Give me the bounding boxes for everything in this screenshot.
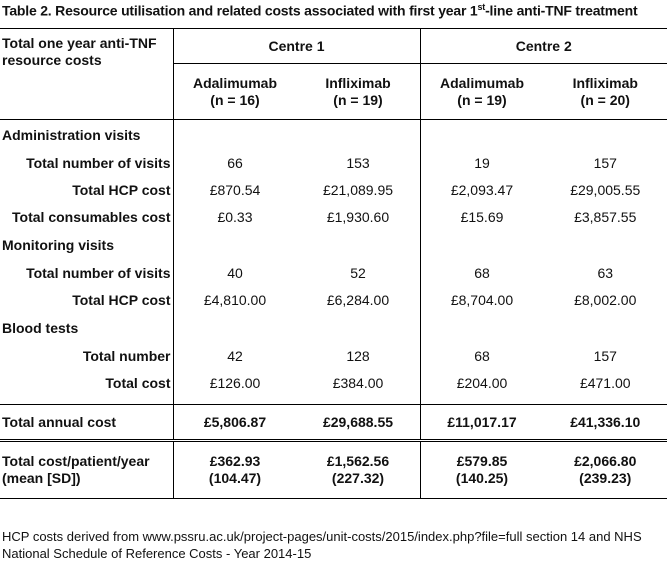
table-cell: £8,002.00 bbox=[574, 291, 637, 308]
table-cell: £204.00 bbox=[456, 374, 508, 391]
table-cell: £8,704.00 bbox=[450, 291, 514, 308]
empty-cell bbox=[544, 120, 667, 150]
spacer-cell bbox=[297, 396, 421, 405]
empty-cell bbox=[297, 230, 421, 259]
table-row bbox=[0, 176, 667, 203]
empty-cell bbox=[173, 313, 297, 342]
table-cell: £471.00 bbox=[579, 374, 631, 391]
table-row bbox=[0, 286, 667, 313]
empty-cell bbox=[420, 120, 544, 150]
section-title: Monitoring visits bbox=[0, 230, 173, 259]
table-cell: 40 bbox=[227, 264, 243, 281]
footnote: HCP costs derived from www.pssru.ac.uk/project-pages/unit-costs/2015/index.php?file=full section 14 and NHS National Schedule of Reference Costs - Year 2014-15 bbox=[2, 529, 642, 561]
row-label: Total HCP cost bbox=[0, 176, 173, 203]
section-title: Administration visits bbox=[0, 120, 173, 150]
table-cell: 63 bbox=[597, 264, 614, 281]
total-annual-row bbox=[0, 405, 667, 441]
empty-cell bbox=[297, 120, 421, 150]
corner-header: Total one year anti-TNF resource costs bbox=[0, 29, 173, 120]
total-annual-value: £29,688.55 bbox=[297, 405, 421, 441]
centre-1-header: Centre 1 bbox=[173, 29, 420, 64]
table-row bbox=[0, 369, 667, 396]
total-annual-value: £41,336.10 bbox=[544, 405, 667, 441]
empty-cell bbox=[420, 230, 544, 259]
table-cell: £384.00 bbox=[297, 369, 421, 396]
table-row bbox=[0, 203, 667, 230]
per-patient-value: £579.85 (140.25) bbox=[420, 441, 544, 499]
empty-cell bbox=[173, 120, 297, 150]
table-cell: £21,089.95 bbox=[297, 176, 421, 203]
per-patient-value: £362.93 (104.47) bbox=[173, 441, 297, 499]
empty-cell bbox=[173, 230, 297, 259]
table-cell: £3,857.55 bbox=[574, 208, 637, 225]
table-title: Table 2. Resource utilisation and related costs associated with first year 1st-line anti-TNF treatment bbox=[2, 2, 638, 19]
table-cell: £6,284.00 bbox=[297, 286, 421, 313]
table-cell: £29,005.55 bbox=[570, 181, 641, 198]
table-row bbox=[0, 259, 667, 286]
table-cell: £4,810.00 bbox=[203, 291, 267, 308]
row-label: Total number of visits bbox=[0, 259, 173, 286]
spacer-cell bbox=[0, 396, 173, 405]
drug-header: Infliximab (n = 20) bbox=[544, 64, 667, 120]
table-cell: 157 bbox=[593, 154, 617, 171]
spacer-row bbox=[0, 396, 667, 405]
table-cell: 153 bbox=[297, 149, 421, 176]
table-cell: 42 bbox=[227, 347, 243, 364]
row-label: Total cost bbox=[0, 369, 173, 396]
per-patient-value: £1,562.56 (227.32) bbox=[297, 441, 421, 499]
row-label: Total HCP cost bbox=[0, 286, 173, 313]
table-cell: 52 bbox=[297, 259, 421, 286]
section-header-row bbox=[0, 230, 667, 259]
table-cell: 19 bbox=[474, 154, 490, 171]
table-cell: £1,930.60 bbox=[297, 203, 421, 230]
resource-cost-table bbox=[0, 28, 667, 499]
table-cell: £126.00 bbox=[209, 374, 261, 391]
empty-cell bbox=[544, 230, 667, 259]
section-header-row bbox=[0, 120, 667, 150]
drug-header: Infliximab (n = 19) bbox=[297, 64, 421, 120]
table-cell: 68 bbox=[474, 347, 490, 364]
table-row bbox=[0, 149, 667, 176]
table-cell: 68 bbox=[474, 264, 490, 281]
drug-header: Adalimumab (n = 19) bbox=[420, 64, 544, 120]
total-annual-value: £11,017.17 bbox=[420, 405, 544, 441]
empty-cell bbox=[544, 313, 667, 342]
spacer-cell bbox=[420, 396, 544, 405]
centre-2-header: Centre 2 bbox=[420, 29, 667, 64]
table-cell: £870.54 bbox=[209, 181, 261, 198]
empty-cell bbox=[420, 313, 544, 342]
spacer-cell bbox=[544, 396, 667, 405]
table-cell: £0.33 bbox=[217, 208, 253, 225]
table-cell: 128 bbox=[297, 342, 421, 369]
drug-header: Adalimumab (n = 16) bbox=[173, 64, 297, 120]
per-patient-value: £2,066.80 (239.23) bbox=[544, 441, 667, 499]
row-label: Total number of visits bbox=[0, 149, 173, 176]
section-header-row bbox=[0, 313, 667, 342]
table-cell: £15.69 bbox=[460, 208, 504, 225]
table-cell: 157 bbox=[593, 347, 617, 364]
per-patient-row bbox=[0, 441, 667, 499]
total-annual-label: Total annual cost bbox=[0, 405, 173, 441]
table-row bbox=[0, 342, 667, 369]
row-label: Total number bbox=[0, 342, 173, 369]
table-cell: £2,093.47 bbox=[450, 181, 514, 198]
table-cell: 66 bbox=[227, 154, 243, 171]
empty-cell bbox=[297, 313, 421, 342]
section-title: Blood tests bbox=[0, 313, 173, 342]
per-patient-label: Total cost/patient/year (mean [SD]) bbox=[0, 441, 173, 499]
total-annual-value: £5,806.87 bbox=[173, 405, 297, 441]
spacer-cell bbox=[173, 396, 297, 405]
row-label: Total consumables cost bbox=[0, 203, 173, 230]
